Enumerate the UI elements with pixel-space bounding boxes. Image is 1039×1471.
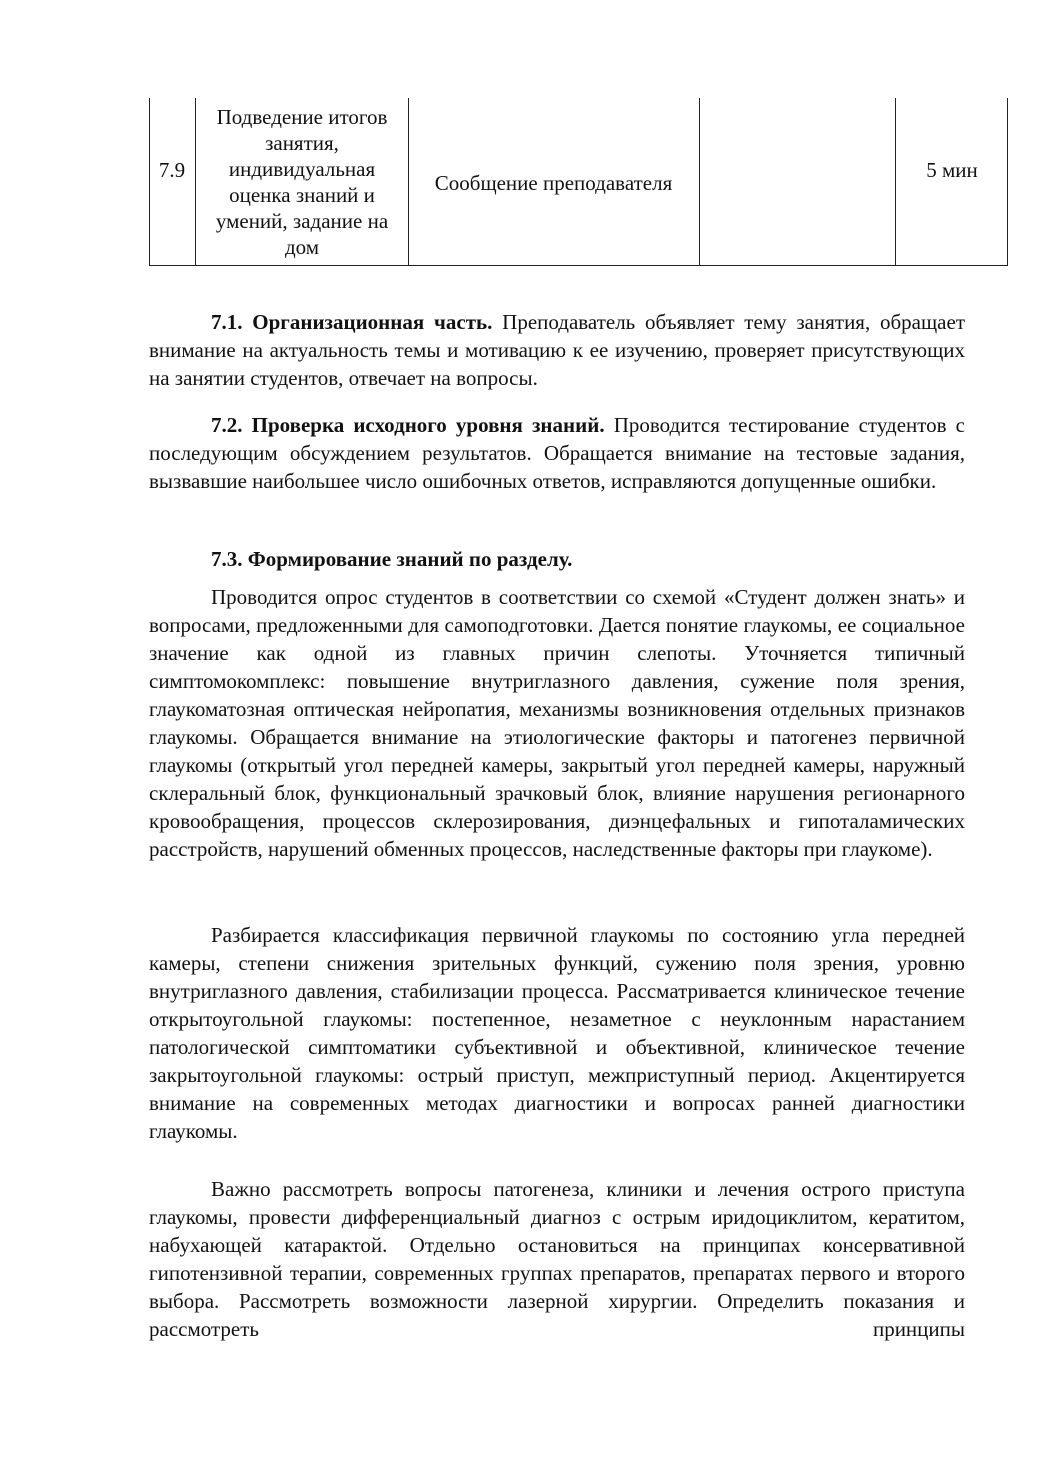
cell-stage: Подведение итогов занятия, индивидуальная оценка знаний и умений, задание на дом bbox=[215, 105, 389, 259]
section-7-3 bbox=[149, 545, 965, 573]
body-paragraph: Разбирается классификация первичной глаукомы по состоянию угла передней камеры, степени снижения зрительных функций, сужению поля зрения, уровню внутриглазного давления, стабилизации процесса. Рассматривается клиническое течение открытоугольной глаукомы: постепенное, незаметное с неуклонным нарастанием патологической симптоматики субъективной и объективной, клиническое течение закрытоугольной глаукомы: острый приступ, межприступный период. Акцентируется внимание на современных методах диагностики и вопросах ранней диагностики глаукомы. bbox=[149, 923, 965, 1143]
lesson-plan-table bbox=[149, 98, 1008, 266]
section-heading: 7.3. Формирование знаний по разделу. bbox=[211, 547, 573, 571]
section-heading: 7.1. Организационная часть. bbox=[211, 310, 493, 334]
body-paragraph: Важно рассмотреть вопросы патогенеза, клиники и лечения острого приступа глаукомы, провести дифференциальный диагноз с острым иридоциклитом, кератитом, набухающей катарактой. Отдельно остановиться на принципах консервативной гипотензивной терапии, современных группах препаратов, препаратах первого и второго выбора. Рассмотреть возможности лазерной хирургии. Определить показания и рассмотреть принципы bbox=[149, 1177, 965, 1341]
body-paragraph: Проводится опрос студентов в соответствии со схемой «Студент должен знать» и вопросами, предложенными для самоподготовки. Дается понятие глаукомы, ее социальное значение как одной из главных причин слепоты. Уточняется типичный симптомокомплекс: повышение внутриглазного давления, сужение поля зрения, глаукоматозная оптическая нейропатия, механизмы возникновения отдельных признаков глаукомы. Обращается внимание на этиологические факторы и патогенез первичной глаукомы (открытый угол передней камеры, закрытый угол передней камеры, наружный склеральный блок, функциональный зрачковый блок, влияние нарушения регионарного кровообращения, процессов склерозирования, диэнцефальных и гипоталамических расстройств, нарушений обменных процессов, наследственные факторы при глаукоме). bbox=[149, 585, 965, 861]
section-7-2 bbox=[149, 411, 965, 495]
table-border-bottom bbox=[149, 265, 1008, 266]
cell-number: 7.9 bbox=[158, 158, 186, 182]
cell-time: 5 мин bbox=[926, 158, 978, 182]
section-7-1 bbox=[149, 308, 965, 392]
table-col-divider bbox=[408, 98, 409, 266]
section-heading: 7.2. Проверка исходного уровня знаний. bbox=[211, 413, 605, 437]
table-col-divider bbox=[895, 98, 896, 266]
section-text: Проводится тестирование студентов с последующим обсуждением результатов. Обращается внимание на тестовые задания, вызвавшие наибольшее число ошибочных ответов, исправляются допущенные ошибки. bbox=[149, 413, 966, 493]
section-text: Преподаватель объявляет тему занятия, обращает внимание на актуальность темы и мотивацию к ее изучению, проверяет присутствующих на занятии студентов, отвечает на вопросы. bbox=[149, 310, 965, 390]
table-col-divider bbox=[195, 98, 196, 266]
cell-method: Сообщение преподавателя bbox=[434, 171, 673, 195]
table-col-divider bbox=[699, 98, 700, 266]
table-border-right bbox=[1007, 98, 1008, 266]
